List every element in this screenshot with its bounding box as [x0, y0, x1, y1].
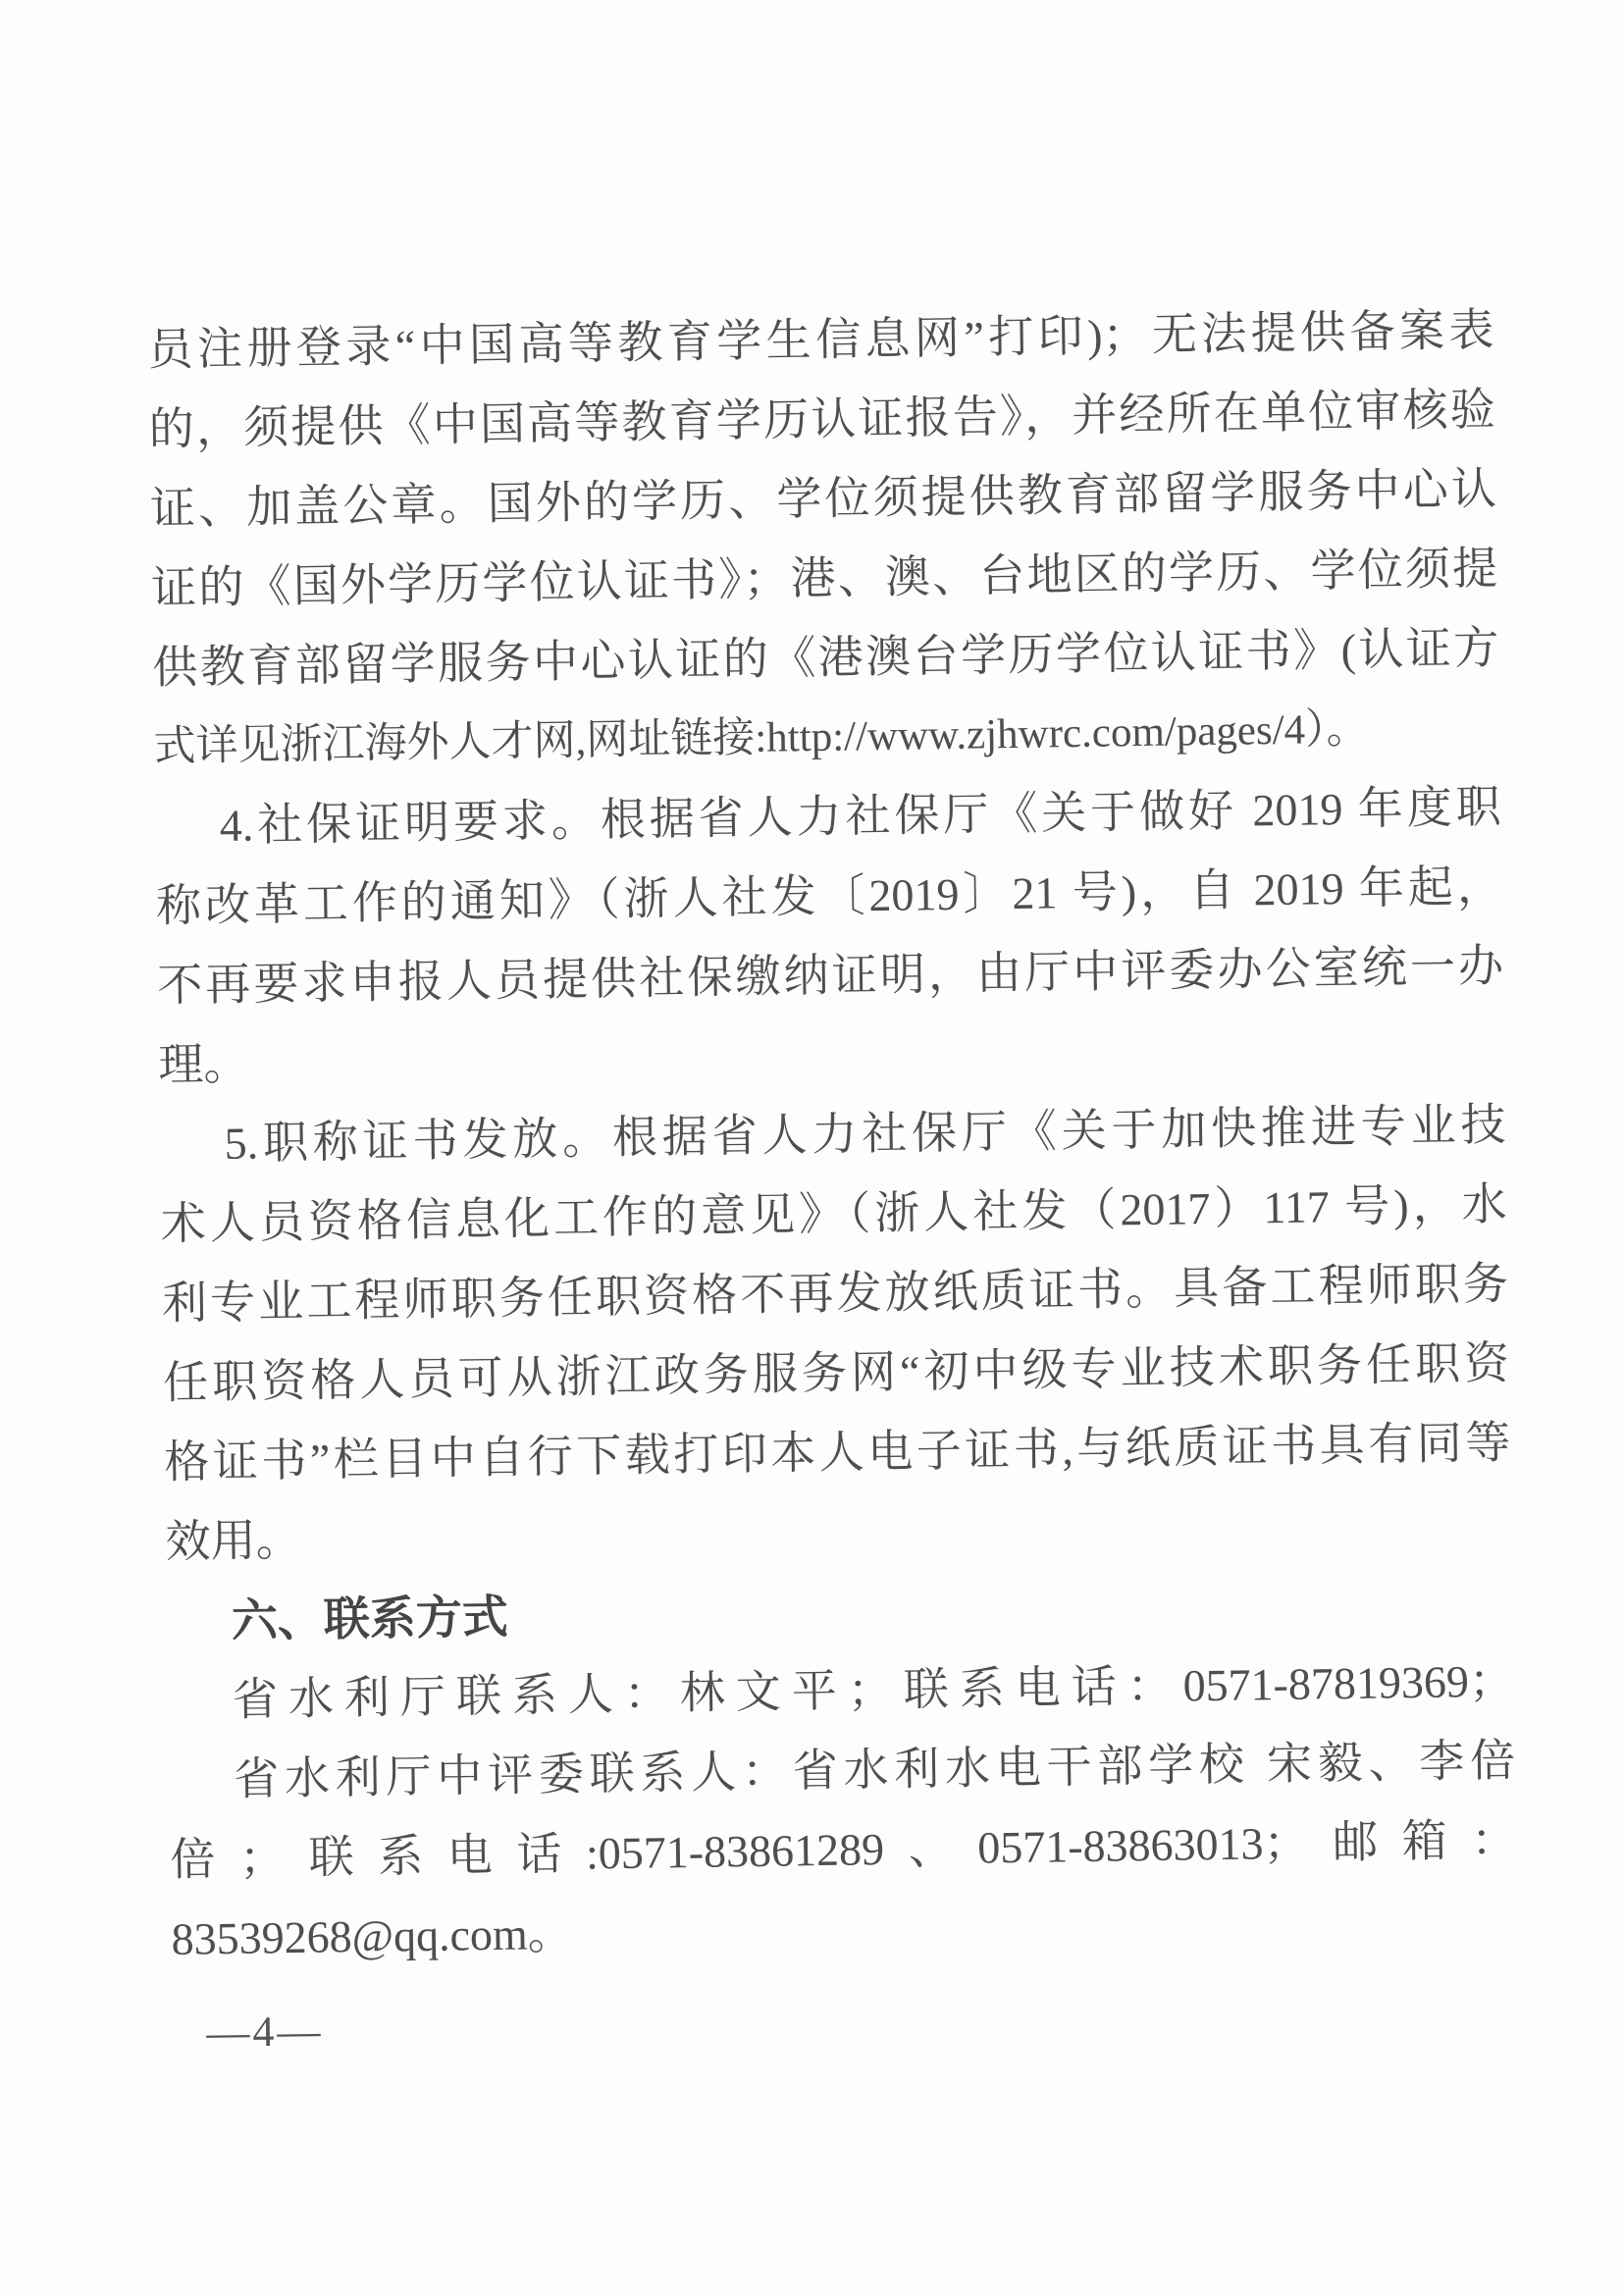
text-line: 证的《国外学历学位认证书》；港、澳、台地区的学历、学位须提 [150, 543, 1498, 613]
text-line: 证、加盖公章。国外的学历、学位须提供教育部留学服务中心认 [149, 463, 1497, 534]
section-heading-contact-info: 六、联系方式 [231, 1590, 509, 1646]
contact-line-email: 83539268@qq.com。 [171, 1907, 574, 1964]
page-number: —4— [206, 2007, 324, 2057]
text-line: 效用。 [165, 1514, 301, 1567]
text-line: 员注册登录“中国高等教育学生信息网”打印)；无法提供备案表 [147, 304, 1494, 375]
contact-line: 省水利厅联系人：林文平；联系电话：0571-87819369； [232, 1655, 1515, 1725]
text-line: 任职资格人员可从浙江政务服务网“初中级专业技术职务任职资 [162, 1337, 1510, 1408]
contact-line: 倍；联系电话:0571-83861289、0571-83863013；邮箱： [170, 1814, 1517, 1885]
text-line: 格证书”栏目中自行下载打印本人电子证书,与纸质证书具有同等 [164, 1417, 1511, 1487]
text-line: 4.社保证明要求。根据省人力社保厅《关于做好 2019 年度职 [219, 781, 1502, 851]
text-line: 称改革工作的通知》（浙人社发〔2019〕21 号)，自 2019 年起， [155, 861, 1503, 931]
text-line: 理。 [158, 1038, 249, 1090]
text-line: 术人员资格信息化工作的意见》（浙人社发（2017）117 号)，水 [160, 1178, 1508, 1249]
text-line: 5.职称证书发放。根据省人力社保厅《关于加快推进专业技 [224, 1099, 1506, 1169]
contact-line: 省水利厅中评委联系人：省水利水电干部学校 宋毅、李倍 [233, 1735, 1516, 1804]
text-line: 利专业工程师职务任职资格不再发放纸质证书。具备工程师职务 [161, 1258, 1509, 1329]
text-line: 供教育部留学服务中心认证的《港澳台学历学位认证书》(认证方 [152, 622, 1499, 693]
document-body [147, 290, 1518, 1979]
text-line: 的，须提供《中国高等教育学历认证报告》，并经所在单位审核验 [148, 384, 1496, 454]
text-line-with-url: 式详见浙江海外人才网,网址链接:http://www.zjhwrc.com/pages/4）。 [153, 705, 1369, 770]
text-line: 不再要求申报人员提供社保缴纳证明，由厅中评委办公室统一办 [156, 940, 1504, 1011]
